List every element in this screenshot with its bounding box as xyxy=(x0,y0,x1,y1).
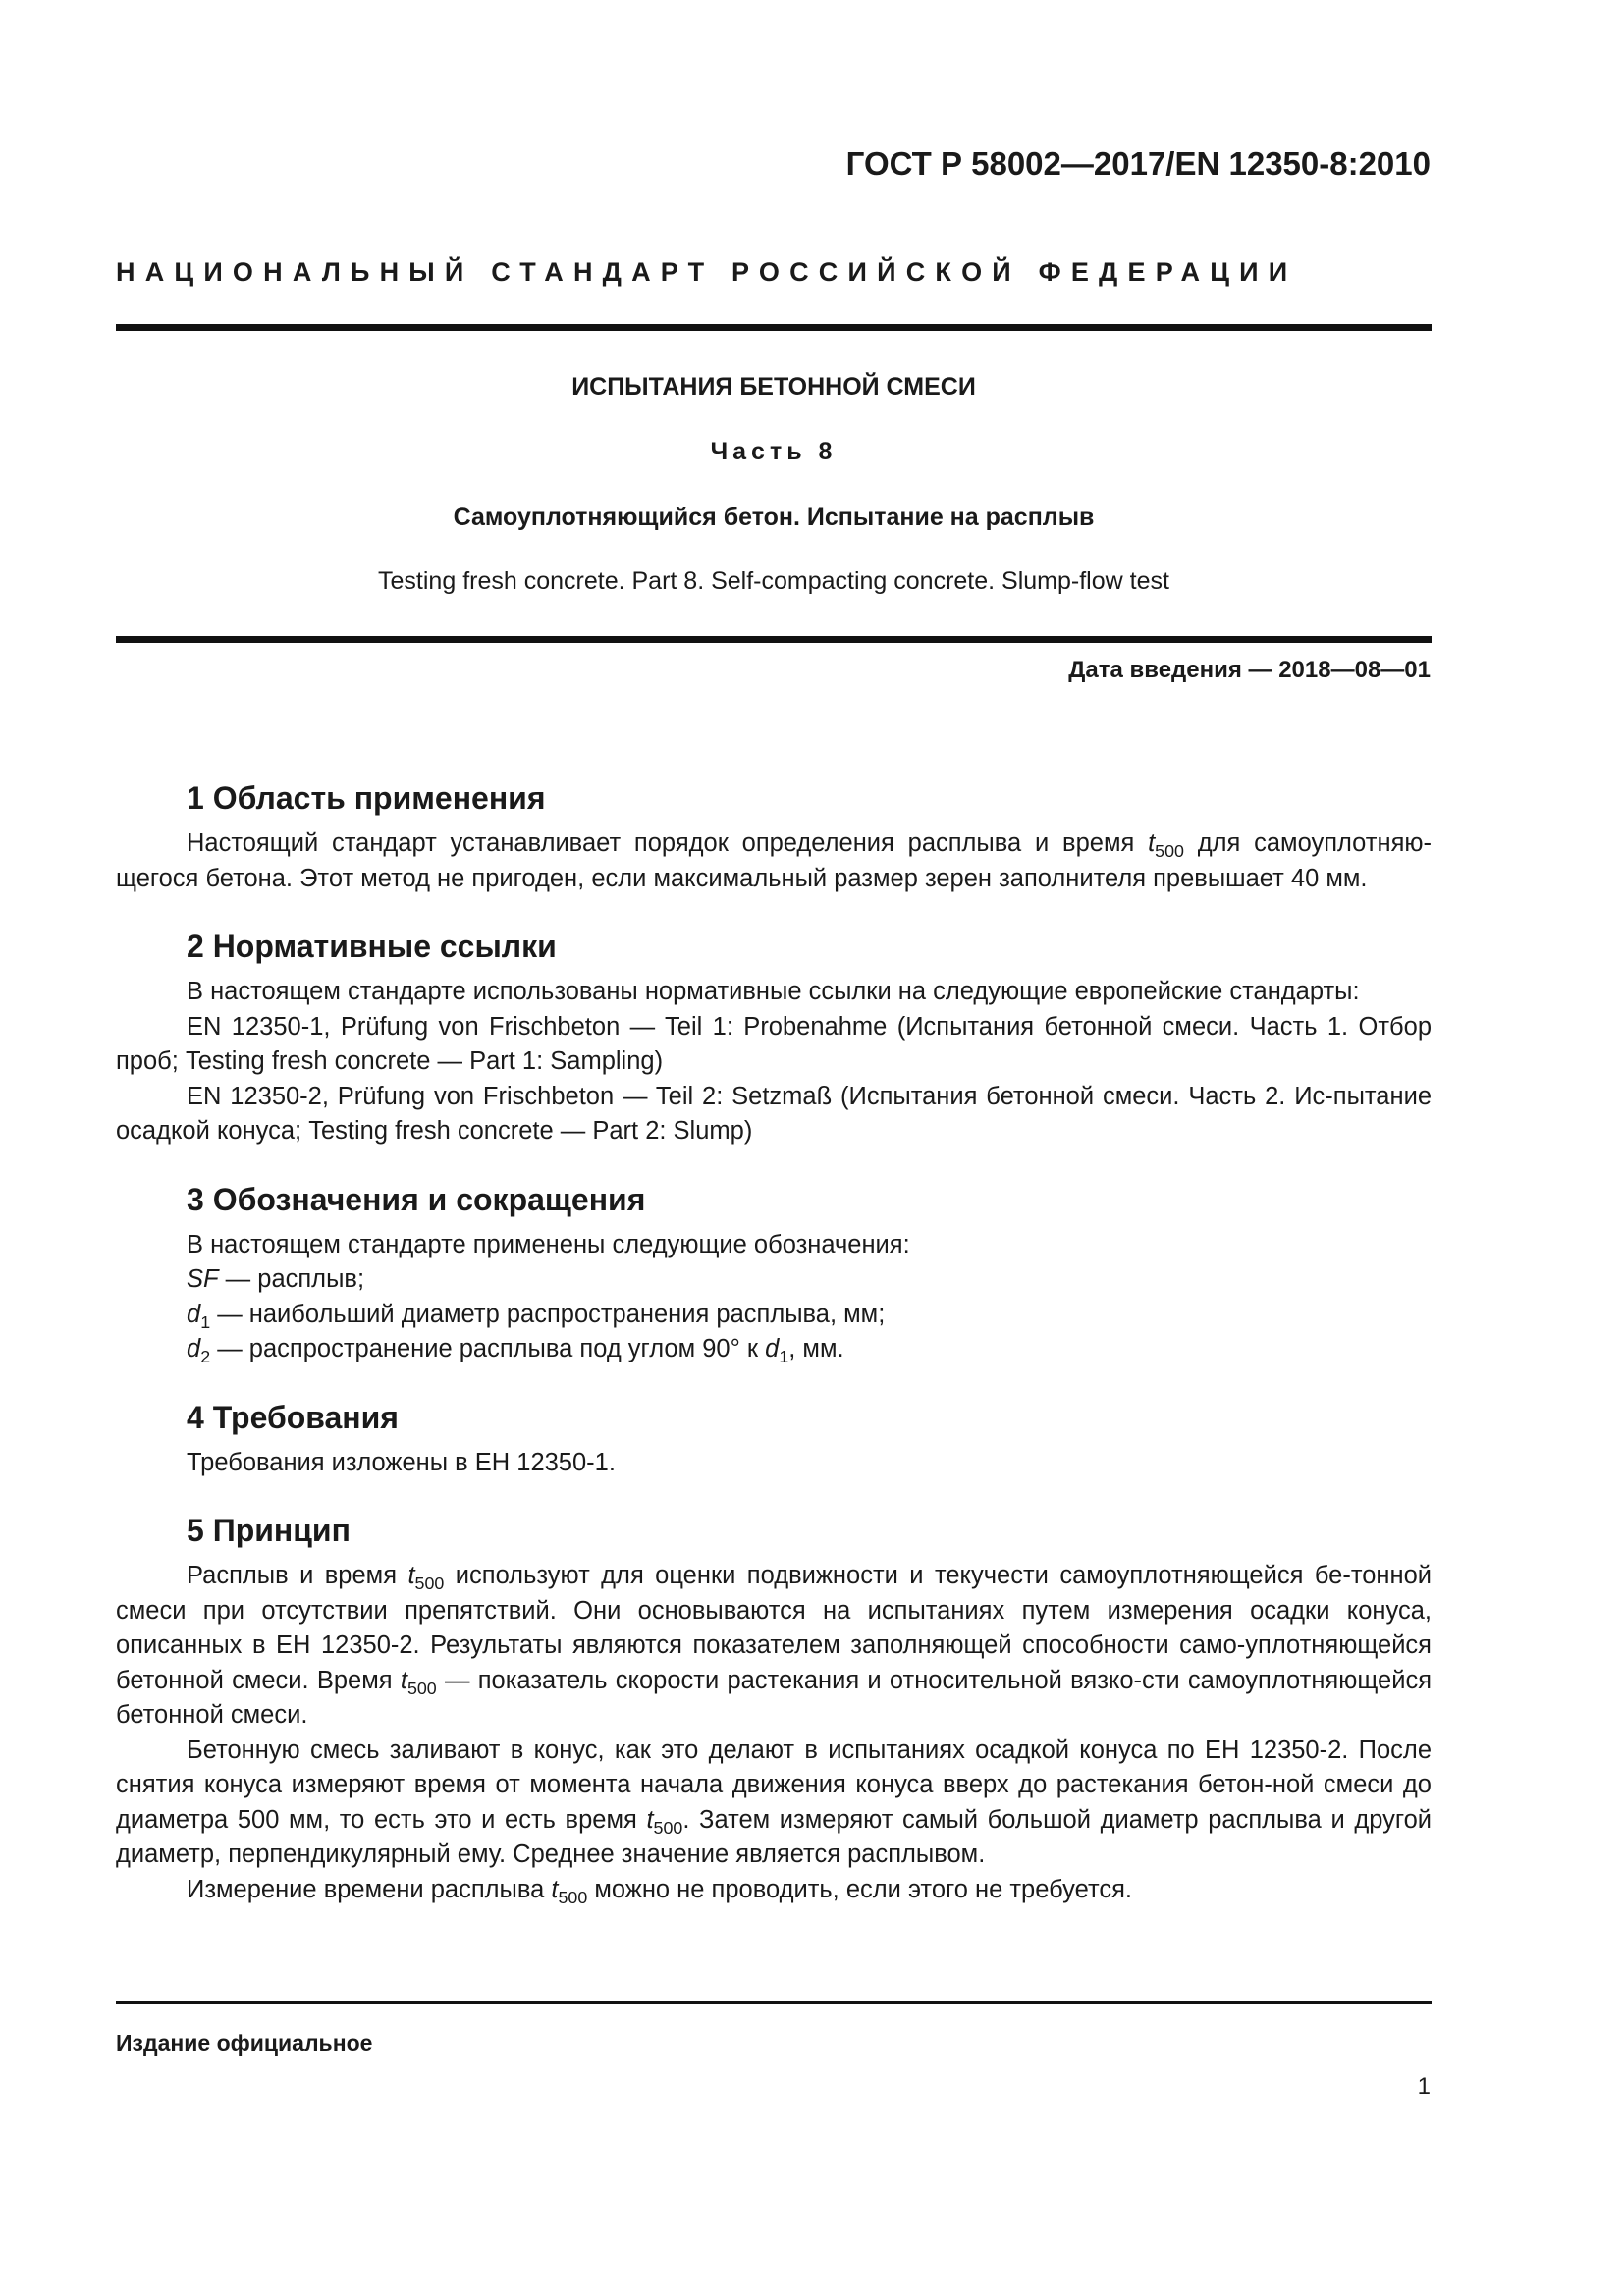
footer-rule xyxy=(116,2001,1432,2004)
symbol-d: d xyxy=(187,1300,201,1328)
symbol-t: t xyxy=(400,1666,407,1694)
text-fragment: Расплыв и время xyxy=(187,1562,408,1589)
section-5 xyxy=(116,1510,1432,1907)
english-title: Testing fresh concrete. Part 8. Self-compacting concrete. Slump-flow test xyxy=(378,567,1169,595)
document-subtitle: Самоуплотняющийся бетон. Испытание на расплыв xyxy=(453,504,1095,531)
section-4 xyxy=(116,1397,1432,1481)
subscript-2: 2 xyxy=(200,1347,211,1367)
section-1-paragraph xyxy=(116,827,1432,896)
section-1-heading: 1 Область применения xyxy=(187,780,546,816)
subscript-1: 1 xyxy=(200,1311,211,1332)
text-fragment: для самоуплотняю-щегося бетона. Этот метод не пригоден, если максимальный размер зерен заполнителя превышает 40 мм. xyxy=(116,829,1432,892)
symbol-t: t xyxy=(646,1805,654,1834)
section-2-intro: В настоящем стандарте использованы нормативные ссылки на следующие европейские стандарты: xyxy=(187,978,1360,1005)
text-fragment: — наибольший диаметр распространения расплыва, мм; xyxy=(210,1300,886,1328)
subscript-500: 500 xyxy=(558,1887,588,1907)
symbol-t: t xyxy=(551,1875,559,1903)
text-fragment: — расплыв; xyxy=(218,1265,365,1293)
symbol-t: t xyxy=(1148,829,1156,857)
reference-en-12350-1: EN 12350-1, Prüfung von Frischbeton — Teil 1: Probenahme (Испытания бетонной смеси. Часть 1. Отбор проб; Testing fresh concrete — Part 1: Sampling) xyxy=(116,1012,1432,1075)
reference-en-12350-2: EN 12350-2, Prüfung von Frischbeton — Teil 2: Setzmaß (Испытания бетонной смеси. Часть 2. Ис-пытание осадкой конуса; Testing fresh concrete — Part 2: Slump) xyxy=(116,1082,1432,1145)
subscript-500: 500 xyxy=(1155,841,1184,862)
section-5-heading: 5 Принцип xyxy=(187,1513,351,1548)
top-rule xyxy=(116,324,1432,331)
page-number: 1 xyxy=(1417,2073,1431,2100)
introduction-date: Дата введения — 2018—08—01 xyxy=(1068,657,1431,683)
symbol-d1-definition xyxy=(116,1298,1432,1333)
section-3 xyxy=(116,1179,1432,1367)
text-fragment: используют для оценки подвижности и текучести самоуплотняющейся бе-тонной смеси при отсутствии препятствий. Они основываются на испытаниях путем измерения осадки конуса, описанных в ЕН 12350-2. Результаты являются показателем заполняющей способности само-уплотняющейся бетонной смеси. Время xyxy=(116,1562,1432,1694)
symbol-t: t xyxy=(407,1562,415,1589)
symbol-d2-definition xyxy=(116,1332,1432,1367)
official-edition-label: Издание официальное xyxy=(116,2030,373,2056)
text-fragment: — показатель скорости растекания и относительной вязко-сти самоуплотняющейся бетонной смеси. xyxy=(116,1666,1433,1729)
standard-code: ГОСТ Р 58002—2017/EN 12350-8:2010 xyxy=(845,145,1431,182)
section-2 xyxy=(116,926,1432,1149)
text-fragment: Бетонную смесь заливают в конус, как это делают в испытаниях осадкой конуса по ЕН 12350-2. После снятия конуса измеряют время от момента начала движения конуса вверх до растекания бетон-ной смеси до диаметра 500 мм, то есть это и есть время xyxy=(116,1735,1432,1834)
section-1 xyxy=(116,777,1432,896)
section-4-text: Требования изложены в ЕН 12350-1. xyxy=(187,1448,616,1476)
text-fragment: Настоящий стандарт устанавливает порядок определения расплыва и время xyxy=(187,829,1149,857)
symbol-sf-definition xyxy=(116,1262,1432,1298)
part-label: Часть 8 xyxy=(710,438,838,465)
title-bottom-rule xyxy=(116,636,1432,643)
document-body xyxy=(116,777,1432,1937)
symbol-d: d xyxy=(765,1335,780,1362)
subscript-1: 1 xyxy=(779,1347,789,1367)
symbol-sf: SF xyxy=(187,1265,219,1293)
text-fragment: , мм. xyxy=(788,1335,844,1362)
text-fragment: можно не проводить, если этого не требуется. xyxy=(587,1875,1133,1903)
text-fragment: — распространение расплыва под углом 90° к xyxy=(210,1335,766,1362)
text-fragment: . Затем измеряют самый большой диаметр расплыва и другой диаметр, перпендикулярный ему. Среднее значение является расплывом. xyxy=(116,1805,1433,1868)
section-5-paragraph-3 xyxy=(116,1873,1432,1908)
section-5-paragraph-2 xyxy=(116,1734,1432,1873)
subscript-500: 500 xyxy=(414,1574,445,1594)
symbol-d: d xyxy=(187,1335,201,1362)
subscript-500: 500 xyxy=(406,1678,437,1698)
document-title: ИСПЫТАНИЯ БЕТОННОЙ СМЕСИ xyxy=(571,373,976,400)
section-3-heading: 3 Обозначения и сокращения xyxy=(187,1181,646,1217)
text-fragment: Измерение времени расплыва xyxy=(187,1875,552,1903)
section-2-heading: 2 Нормативные ссылки xyxy=(187,929,557,964)
section-4-heading: 4 Требования xyxy=(187,1399,399,1435)
subscript-500: 500 xyxy=(653,1817,683,1838)
national-standard-banner: НАЦИОНАЛЬНЫЙ СТАНДАРТ РОССИЙСКОЙ ФЕДЕРАЦИИ xyxy=(116,257,1298,287)
section-3-intro: В настоящем стандарте применены следующие обозначения: xyxy=(187,1230,910,1258)
section-5-paragraph-1 xyxy=(116,1559,1432,1734)
